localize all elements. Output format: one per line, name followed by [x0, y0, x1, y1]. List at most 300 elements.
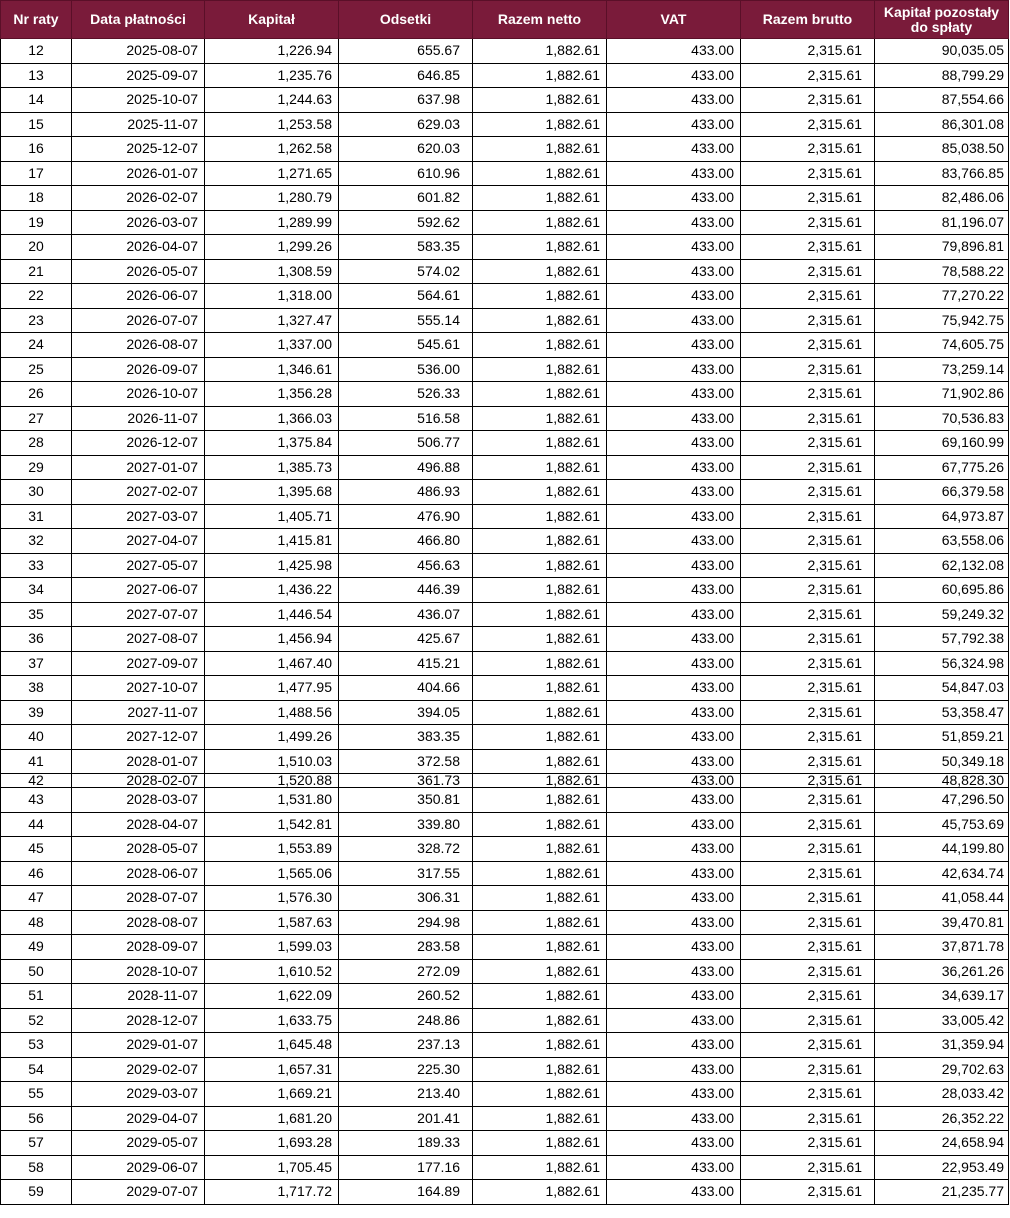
- cell-razem-netto: 1,882.61: [473, 504, 607, 529]
- cell-nr-raty: 38: [1, 676, 72, 701]
- cell-odsetki: 476.90: [339, 504, 473, 529]
- table-row: [1, 529, 1009, 554]
- cell-odsetki: 646.85: [339, 63, 473, 88]
- cell-odsetki: 516.58: [339, 406, 473, 431]
- cell-razem-brutto: 2,315.61: [741, 627, 875, 652]
- cell-razem-netto: 1,882.61: [473, 749, 607, 774]
- cell-nr-raty: 14: [1, 88, 72, 113]
- cell-kapital: 1,318.00: [205, 284, 339, 309]
- cell-data-platnosci: 2026-05-07: [72, 259, 205, 284]
- cell-razem-brutto: 2,315.61: [741, 259, 875, 284]
- cell-kapital: 1,395.68: [205, 480, 339, 505]
- cell-razem-brutto: 2,315.61: [741, 308, 875, 333]
- cell-razem-netto: 1,882.61: [473, 1057, 607, 1082]
- table-row: [1, 1131, 1009, 1156]
- cell-data-platnosci: 2027-10-07: [72, 676, 205, 701]
- table-row: [1, 333, 1009, 358]
- header-vat: VAT: [607, 1, 741, 39]
- table-row: [1, 504, 1009, 529]
- header-razem-brutto: Razem brutto: [741, 1, 875, 39]
- cell-razem-netto: 1,882.61: [473, 651, 607, 676]
- cell-vat: 433.00: [607, 88, 741, 113]
- cell-nr-raty: 26: [1, 382, 72, 407]
- cell-kapital-pozostaly: 39,470.81: [875, 910, 1009, 935]
- table-row: [1, 112, 1009, 137]
- cell-razem-brutto: 2,315.61: [741, 357, 875, 382]
- cell-nr-raty: 53: [1, 1033, 72, 1058]
- cell-razem-netto: 1,882.61: [473, 161, 607, 186]
- table-row: [1, 812, 1009, 837]
- table-row: [1, 480, 1009, 505]
- cell-kapital-pozostaly: 60,695.86: [875, 578, 1009, 603]
- cell-vat: 433.00: [607, 259, 741, 284]
- cell-odsetki: 248.86: [339, 1008, 473, 1033]
- table-row: [1, 63, 1009, 88]
- cell-vat: 433.00: [607, 984, 741, 1009]
- cell-odsetki: 260.52: [339, 984, 473, 1009]
- cell-odsetki: 526.33: [339, 382, 473, 407]
- cell-razem-brutto: 2,315.61: [741, 39, 875, 64]
- cell-data-platnosci: 2028-08-07: [72, 910, 205, 935]
- cell-razem-brutto: 2,315.61: [741, 137, 875, 162]
- table-row: [1, 235, 1009, 260]
- cell-kapital: 1,253.58: [205, 112, 339, 137]
- cell-kapital-pozostaly: 47,296.50: [875, 788, 1009, 813]
- cell-vat: 433.00: [607, 1057, 741, 1082]
- cell-razem-netto: 1,882.61: [473, 39, 607, 64]
- cell-kapital: 1,717.72: [205, 1180, 339, 1205]
- cell-data-platnosci: 2028-05-07: [72, 837, 205, 862]
- cell-vat: 433.00: [607, 700, 741, 725]
- cell-kapital-pozostaly: 88,799.29: [875, 63, 1009, 88]
- table-row: [1, 186, 1009, 211]
- cell-razem-netto: 1,882.61: [473, 529, 607, 554]
- cell-razem-netto: 1,882.61: [473, 627, 607, 652]
- cell-razem-netto: 1,882.61: [473, 1008, 607, 1033]
- cell-odsetki: 272.09: [339, 959, 473, 984]
- cell-kapital: 1,705.45: [205, 1155, 339, 1180]
- cell-razem-brutto: 2,315.61: [741, 112, 875, 137]
- cell-razem-netto: 1,882.61: [473, 602, 607, 627]
- table-row: [1, 935, 1009, 960]
- cell-kapital: 1,681.20: [205, 1106, 339, 1131]
- cell-kapital: 1,669.21: [205, 1082, 339, 1107]
- cell-kapital-pozostaly: 57,792.38: [875, 627, 1009, 652]
- cell-nr-raty: 19: [1, 210, 72, 235]
- cell-vat: 433.00: [607, 112, 741, 137]
- cell-data-platnosci: 2026-12-07: [72, 431, 205, 456]
- cell-data-platnosci: 2025-10-07: [72, 88, 205, 113]
- cell-kapital: 1,235.76: [205, 63, 339, 88]
- table-row: [1, 88, 1009, 113]
- cell-kapital: 1,456.94: [205, 627, 339, 652]
- cell-kapital-pozostaly: 59,249.32: [875, 602, 1009, 627]
- cell-razem-brutto: 2,315.61: [741, 529, 875, 554]
- cell-vat: 433.00: [607, 602, 741, 627]
- cell-nr-raty: 15: [1, 112, 72, 137]
- cell-razem-netto: 1,882.61: [473, 578, 607, 603]
- cell-kapital-pozostaly: 77,270.22: [875, 284, 1009, 309]
- cell-kapital: 1,599.03: [205, 935, 339, 960]
- cell-odsetki: 496.88: [339, 455, 473, 480]
- cell-vat: 433.00: [607, 1082, 741, 1107]
- cell-nr-raty: 17: [1, 161, 72, 186]
- cell-nr-raty: 28: [1, 431, 72, 456]
- cell-nr-raty: 54: [1, 1057, 72, 1082]
- cell-razem-brutto: 2,315.61: [741, 431, 875, 456]
- cell-nr-raty: 47: [1, 886, 72, 911]
- cell-vat: 433.00: [607, 210, 741, 235]
- cell-kapital-pozostaly: 37,871.78: [875, 935, 1009, 960]
- table-row: [1, 1033, 1009, 1058]
- cell-razem-netto: 1,882.61: [473, 725, 607, 750]
- cell-odsetki: 574.02: [339, 259, 473, 284]
- cell-data-platnosci: 2027-03-07: [72, 504, 205, 529]
- cell-kapital-pozostaly: 62,132.08: [875, 553, 1009, 578]
- cell-razem-netto: 1,882.61: [473, 186, 607, 211]
- cell-odsetki: 372.58: [339, 749, 473, 774]
- cell-razem-brutto: 2,315.61: [741, 984, 875, 1009]
- cell-razem-brutto: 2,315.61: [741, 161, 875, 186]
- cell-data-platnosci: 2027-09-07: [72, 651, 205, 676]
- header-razem-netto: Razem netto: [473, 1, 607, 39]
- cell-data-platnosci: 2029-02-07: [72, 1057, 205, 1082]
- cell-nr-raty: 42: [1, 774, 72, 788]
- cell-razem-netto: 1,882.61: [473, 333, 607, 358]
- cell-nr-raty: 59: [1, 1180, 72, 1205]
- table-body: [1, 39, 1009, 1205]
- cell-odsetki: 555.14: [339, 308, 473, 333]
- cell-razem-brutto: 2,315.61: [741, 235, 875, 260]
- table-row: [1, 700, 1009, 725]
- cell-data-platnosci: 2026-10-07: [72, 382, 205, 407]
- cell-nr-raty: 39: [1, 700, 72, 725]
- table-row: [1, 1082, 1009, 1107]
- cell-vat: 433.00: [607, 578, 741, 603]
- cell-razem-brutto: 2,315.61: [741, 935, 875, 960]
- cell-kapital: 1,337.00: [205, 333, 339, 358]
- cell-nr-raty: 49: [1, 935, 72, 960]
- table-row: [1, 210, 1009, 235]
- cell-nr-raty: 58: [1, 1155, 72, 1180]
- cell-odsetki: 177.16: [339, 1155, 473, 1180]
- cell-razem-brutto: 2,315.61: [741, 749, 875, 774]
- cell-kapital: 1,645.48: [205, 1033, 339, 1058]
- cell-vat: 433.00: [607, 861, 741, 886]
- cell-data-platnosci: 2029-07-07: [72, 1180, 205, 1205]
- table-row: [1, 137, 1009, 162]
- cell-nr-raty: 56: [1, 1106, 72, 1131]
- cell-razem-netto: 1,882.61: [473, 984, 607, 1009]
- cell-data-platnosci: 2029-06-07: [72, 1155, 205, 1180]
- cell-kapital: 1,553.89: [205, 837, 339, 862]
- cell-nr-raty: 27: [1, 406, 72, 431]
- cell-data-platnosci: 2028-12-07: [72, 1008, 205, 1033]
- cell-data-platnosci: 2028-11-07: [72, 984, 205, 1009]
- cell-data-platnosci: 2028-10-07: [72, 959, 205, 984]
- cell-kapital: 1,633.75: [205, 1008, 339, 1033]
- cell-razem-netto: 1,882.61: [473, 935, 607, 960]
- table-row: [1, 627, 1009, 652]
- cell-nr-raty: 30: [1, 480, 72, 505]
- cell-razem-brutto: 2,315.61: [741, 88, 875, 113]
- cell-vat: 433.00: [607, 406, 741, 431]
- cell-nr-raty: 45: [1, 837, 72, 862]
- cell-data-platnosci: 2026-06-07: [72, 284, 205, 309]
- cell-razem-brutto: 2,315.61: [741, 788, 875, 813]
- cell-vat: 433.00: [607, 161, 741, 186]
- cell-nr-raty: 29: [1, 455, 72, 480]
- cell-razem-netto: 1,882.61: [473, 837, 607, 862]
- cell-nr-raty: 32: [1, 529, 72, 554]
- cell-vat: 433.00: [607, 553, 741, 578]
- cell-razem-brutto: 2,315.61: [741, 455, 875, 480]
- cell-razem-netto: 1,882.61: [473, 910, 607, 935]
- cell-odsetki: 637.98: [339, 88, 473, 113]
- table-row: [1, 749, 1009, 774]
- cell-razem-netto: 1,882.61: [473, 357, 607, 382]
- cell-kapital: 1,531.80: [205, 788, 339, 813]
- cell-nr-raty: 40: [1, 725, 72, 750]
- cell-kapital-pozostaly: 75,942.75: [875, 308, 1009, 333]
- cell-razem-netto: 1,882.61: [473, 284, 607, 309]
- cell-kapital: 1,366.03: [205, 406, 339, 431]
- cell-nr-raty: 57: [1, 1131, 72, 1156]
- cell-odsetki: 306.31: [339, 886, 473, 911]
- cell-kapital-pozostaly: 66,379.58: [875, 480, 1009, 505]
- cell-odsetki: 328.72: [339, 837, 473, 862]
- cell-data-platnosci: 2028-07-07: [72, 886, 205, 911]
- cell-nr-raty: 21: [1, 259, 72, 284]
- table-row: [1, 837, 1009, 862]
- cell-data-platnosci: 2026-02-07: [72, 186, 205, 211]
- cell-nr-raty: 13: [1, 63, 72, 88]
- cell-odsetki: 446.39: [339, 578, 473, 603]
- cell-kapital: 1,375.84: [205, 431, 339, 456]
- cell-razem-brutto: 2,315.61: [741, 1180, 875, 1205]
- cell-data-platnosci: 2026-08-07: [72, 333, 205, 358]
- cell-data-platnosci: 2028-06-07: [72, 861, 205, 886]
- table-row: [1, 578, 1009, 603]
- cell-data-platnosci: 2027-07-07: [72, 602, 205, 627]
- cell-razem-brutto: 2,315.61: [741, 837, 875, 862]
- cell-nr-raty: 23: [1, 308, 72, 333]
- cell-odsetki: 361.73: [339, 774, 473, 788]
- cell-kapital: 1,405.71: [205, 504, 339, 529]
- cell-kapital: 1,244.63: [205, 88, 339, 113]
- cell-odsetki: 164.89: [339, 1180, 473, 1205]
- cell-kapital: 1,446.54: [205, 602, 339, 627]
- cell-data-platnosci: 2025-09-07: [72, 63, 205, 88]
- table-row: [1, 455, 1009, 480]
- cell-vat: 433.00: [607, 910, 741, 935]
- table-row: [1, 676, 1009, 701]
- cell-kapital-pozostaly: 81,196.07: [875, 210, 1009, 235]
- cell-razem-brutto: 2,315.61: [741, 910, 875, 935]
- cell-kapital: 1,657.31: [205, 1057, 339, 1082]
- cell-razem-brutto: 2,315.61: [741, 382, 875, 407]
- cell-data-platnosci: 2029-01-07: [72, 1033, 205, 1058]
- cell-vat: 433.00: [607, 676, 741, 701]
- cell-razem-brutto: 2,315.61: [741, 959, 875, 984]
- cell-odsetki: 564.61: [339, 284, 473, 309]
- cell-razem-netto: 1,882.61: [473, 210, 607, 235]
- table-row: [1, 788, 1009, 813]
- cell-kapital: 1,425.98: [205, 553, 339, 578]
- cell-kapital-pozostaly: 63,558.06: [875, 529, 1009, 554]
- cell-vat: 433.00: [607, 1155, 741, 1180]
- cell-kapital: 1,385.73: [205, 455, 339, 480]
- cell-data-platnosci: 2026-07-07: [72, 308, 205, 333]
- cell-vat: 433.00: [607, 1008, 741, 1033]
- cell-razem-netto: 1,882.61: [473, 480, 607, 505]
- cell-nr-raty: 35: [1, 602, 72, 627]
- cell-data-platnosci: 2027-08-07: [72, 627, 205, 652]
- cell-odsetki: 536.00: [339, 357, 473, 382]
- cell-vat: 433.00: [607, 137, 741, 162]
- cell-kapital-pozostaly: 53,358.47: [875, 700, 1009, 725]
- cell-kapital: 1,436.22: [205, 578, 339, 603]
- table-row: [1, 161, 1009, 186]
- cell-kapital-pozostaly: 87,554.66: [875, 88, 1009, 113]
- cell-razem-netto: 1,882.61: [473, 886, 607, 911]
- cell-data-platnosci: 2028-03-07: [72, 788, 205, 813]
- cell-vat: 433.00: [607, 935, 741, 960]
- cell-kapital-pozostaly: 42,634.74: [875, 861, 1009, 886]
- cell-kapital: 1,610.52: [205, 959, 339, 984]
- cell-nr-raty: 36: [1, 627, 72, 652]
- table-row: [1, 406, 1009, 431]
- cell-vat: 433.00: [607, 959, 741, 984]
- cell-odsetki: 415.21: [339, 651, 473, 676]
- cell-kapital-pozostaly: 50,349.18: [875, 749, 1009, 774]
- table-row: [1, 651, 1009, 676]
- cell-nr-raty: 50: [1, 959, 72, 984]
- cell-data-platnosci: 2029-05-07: [72, 1131, 205, 1156]
- cell-razem-brutto: 2,315.61: [741, 480, 875, 505]
- cell-data-platnosci: 2025-11-07: [72, 112, 205, 137]
- cell-vat: 433.00: [607, 357, 741, 382]
- cell-razem-netto: 1,882.61: [473, 431, 607, 456]
- cell-razem-brutto: 2,315.61: [741, 333, 875, 358]
- table-row: [1, 431, 1009, 456]
- cell-odsetki: 545.61: [339, 333, 473, 358]
- cell-vat: 433.00: [607, 749, 741, 774]
- cell-vat: 433.00: [607, 1106, 741, 1131]
- cell-razem-brutto: 2,315.61: [741, 284, 875, 309]
- cell-razem-netto: 1,882.61: [473, 88, 607, 113]
- cell-razem-brutto: 2,315.61: [741, 578, 875, 603]
- table-row: [1, 259, 1009, 284]
- table-row: [1, 602, 1009, 627]
- table-row: [1, 1106, 1009, 1131]
- cell-kapital-pozostaly: 21,235.77: [875, 1180, 1009, 1205]
- table-row: [1, 1155, 1009, 1180]
- cell-razem-brutto: 2,315.61: [741, 774, 875, 788]
- cell-data-platnosci: 2027-01-07: [72, 455, 205, 480]
- cell-razem-brutto: 2,315.61: [741, 1082, 875, 1107]
- cell-vat: 433.00: [607, 333, 741, 358]
- cell-kapital-pozostaly: 41,058.44: [875, 886, 1009, 911]
- header-nr-raty: Nr raty: [1, 1, 72, 39]
- cell-vat: 433.00: [607, 651, 741, 676]
- cell-vat: 433.00: [607, 529, 741, 554]
- cell-kapital-pozostaly: 31,359.94: [875, 1033, 1009, 1058]
- cell-razem-brutto: 2,315.61: [741, 210, 875, 235]
- cell-razem-netto: 1,882.61: [473, 861, 607, 886]
- cell-nr-raty: 52: [1, 1008, 72, 1033]
- cell-nr-raty: 31: [1, 504, 72, 529]
- cell-kapital-pozostaly: 90,035.05: [875, 39, 1009, 64]
- cell-vat: 433.00: [607, 1131, 741, 1156]
- cell-odsetki: 339.80: [339, 812, 473, 837]
- cell-kapital: 1,622.09: [205, 984, 339, 1009]
- cell-kapital-pozostaly: 78,588.22: [875, 259, 1009, 284]
- cell-razem-brutto: 2,315.61: [741, 676, 875, 701]
- cell-odsetki: 486.93: [339, 480, 473, 505]
- cell-nr-raty: 43: [1, 788, 72, 813]
- cell-razem-netto: 1,882.61: [473, 137, 607, 162]
- cell-razem-netto: 1,882.61: [473, 1180, 607, 1205]
- cell-kapital-pozostaly: 44,199.80: [875, 837, 1009, 862]
- cell-razem-brutto: 2,315.61: [741, 886, 875, 911]
- cell-data-platnosci: 2026-09-07: [72, 357, 205, 382]
- cell-razem-netto: 1,882.61: [473, 553, 607, 578]
- cell-data-platnosci: 2026-01-07: [72, 161, 205, 186]
- table-row: [1, 861, 1009, 886]
- cell-vat: 433.00: [607, 627, 741, 652]
- cell-razem-brutto: 2,315.61: [741, 602, 875, 627]
- cell-vat: 433.00: [607, 455, 741, 480]
- table-row: [1, 725, 1009, 750]
- cell-kapital-pozostaly: 86,301.08: [875, 112, 1009, 137]
- cell-data-platnosci: 2027-04-07: [72, 529, 205, 554]
- cell-kapital-pozostaly: 51,859.21: [875, 725, 1009, 750]
- cell-data-platnosci: 2027-05-07: [72, 553, 205, 578]
- cell-kapital-pozostaly: 56,324.98: [875, 651, 1009, 676]
- cell-kapital-pozostaly: 67,775.26: [875, 455, 1009, 480]
- cell-nr-raty: 55: [1, 1082, 72, 1107]
- cell-vat: 433.00: [607, 308, 741, 333]
- header-kapital-pozostaly: Kapitał pozostały do spłaty: [875, 1, 1009, 39]
- cell-odsetki: 404.66: [339, 676, 473, 701]
- cell-kapital-pozostaly: 74,605.75: [875, 333, 1009, 358]
- cell-nr-raty: 48: [1, 910, 72, 935]
- cell-odsetki: 456.63: [339, 553, 473, 578]
- cell-vat: 433.00: [607, 837, 741, 862]
- cell-data-platnosci: 2027-12-07: [72, 725, 205, 750]
- cell-kapital: 1,289.99: [205, 210, 339, 235]
- cell-data-platnosci: 2025-08-07: [72, 39, 205, 64]
- cell-kapital-pozostaly: 29,702.63: [875, 1057, 1009, 1082]
- cell-razem-netto: 1,882.61: [473, 1131, 607, 1156]
- cell-kapital-pozostaly: 22,953.49: [875, 1155, 1009, 1180]
- cell-nr-raty: 22: [1, 284, 72, 309]
- cell-vat: 433.00: [607, 480, 741, 505]
- cell-vat: 433.00: [607, 1033, 741, 1058]
- cell-razem-netto: 1,882.61: [473, 235, 607, 260]
- cell-razem-netto: 1,882.61: [473, 676, 607, 701]
- cell-razem-netto: 1,882.61: [473, 455, 607, 480]
- table-row: [1, 984, 1009, 1009]
- cell-odsetki: 317.55: [339, 861, 473, 886]
- cell-data-platnosci: 2029-04-07: [72, 1106, 205, 1131]
- cell-odsetki: 583.35: [339, 235, 473, 260]
- cell-kapital-pozostaly: 33,005.42: [875, 1008, 1009, 1033]
- table-row: [1, 308, 1009, 333]
- cell-odsetki: 629.03: [339, 112, 473, 137]
- cell-razem-netto: 1,882.61: [473, 700, 607, 725]
